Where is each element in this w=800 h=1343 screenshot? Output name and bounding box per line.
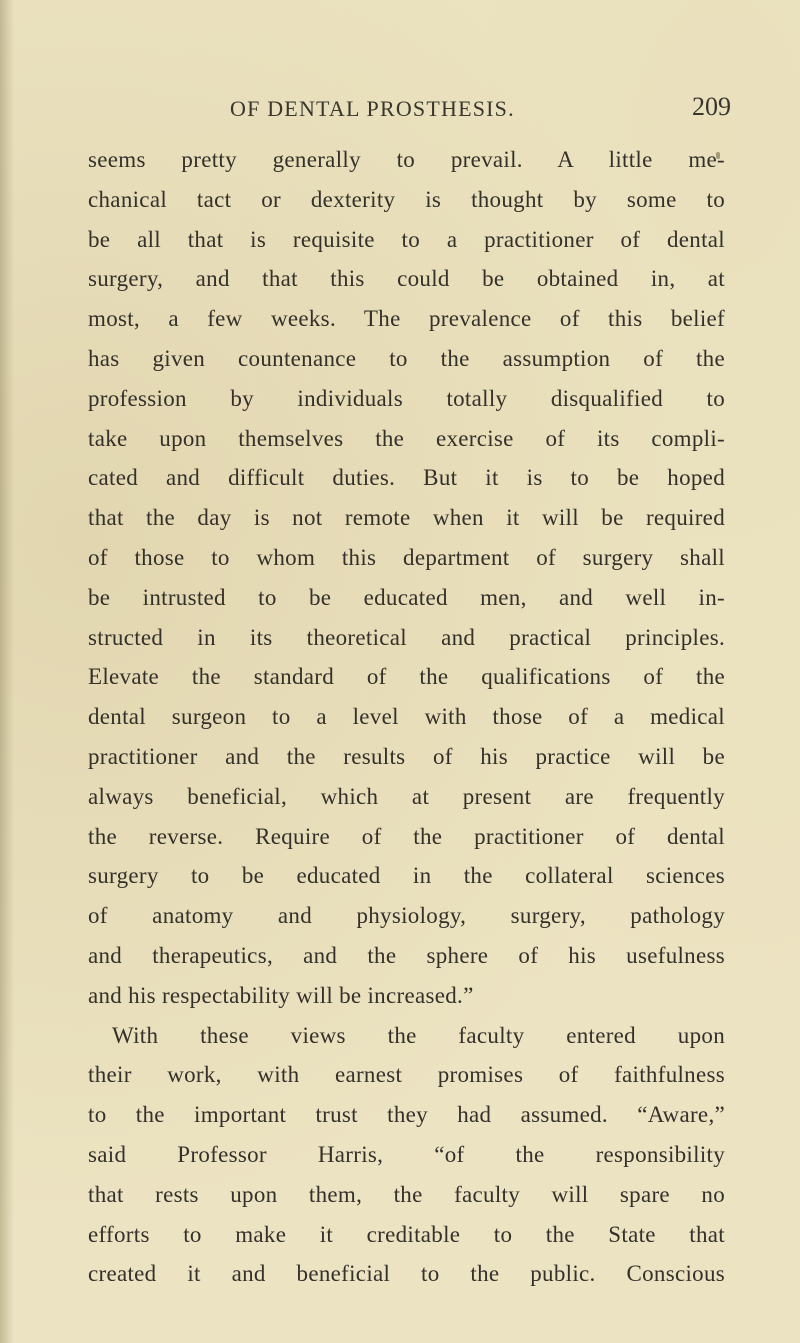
text-line: of those to whom this department of surgery shall bbox=[88, 544, 725, 570]
page-edge-shadow bbox=[0, 0, 14, 1343]
text-line: surgery to be educated in the collateral sciences bbox=[88, 863, 725, 889]
text-line: most, a few weeks. The prevalence of this belief bbox=[88, 306, 725, 332]
text-line: surgery, and that this could be obtained in, at bbox=[88, 266, 725, 292]
text-line: created it and beneficial to the public. Conscious bbox=[88, 1261, 725, 1287]
page-number: 209 bbox=[692, 92, 731, 121]
text-line: be intrusted to be educated men, and well in- bbox=[88, 584, 725, 610]
text-line: to the important trust they had assumed. “Aware,” bbox=[88, 1102, 725, 1128]
paragraph-start-line: With these views the faculty entered upon bbox=[112, 1022, 725, 1048]
text-line: seems pretty generally to prevail. A little me- bbox=[88, 147, 725, 172]
text-line: Elevate the standard of the qualifications of the bbox=[88, 664, 725, 690]
text-line: structed in its theoretical and practical principles. bbox=[88, 624, 725, 650]
text-line: cated and difficult duties. But it is to be hoped bbox=[88, 465, 725, 491]
text-line: profession by individuals totally disqualified to bbox=[88, 385, 725, 411]
text-line: the reverse. Require of the practitioner of dental bbox=[88, 823, 725, 849]
text-line: that the day is not remote when it will be required bbox=[88, 505, 725, 531]
text-line: chanical tact or dexterity is thought by some to bbox=[88, 186, 725, 212]
text-line: and therapeutics, and the sphere of his usefulness bbox=[88, 942, 725, 968]
text-line: dental surgeon to a level with those of a medical bbox=[88, 704, 725, 730]
body-text bbox=[88, 140, 725, 1294]
text-line: their work, with earnest promises of faithfulness bbox=[88, 1062, 725, 1088]
text-line: and his respectability will be increased.” bbox=[88, 982, 474, 1008]
text-line: said Professor Harris, “of the responsibility bbox=[88, 1141, 725, 1167]
text-line: be all that is requisite to a practitioner of dental bbox=[88, 226, 725, 252]
text-line: take upon themselves the exercise of its compli- bbox=[88, 425, 725, 451]
text-line: practitioner and the results of his practice will be bbox=[88, 743, 725, 769]
text-line: efforts to make it creditable to the State that bbox=[88, 1221, 725, 1247]
text-line: of anatomy and physiology, surgery, pathology bbox=[88, 903, 725, 929]
text-line: has given countenance to the assumption of the bbox=[88, 345, 725, 371]
running-head: OF DENTAL PROSTHESIS. bbox=[230, 96, 515, 121]
text-line: always beneficial, which at present are frequently bbox=[88, 783, 725, 809]
text-line: that rests upon them, the faculty will spare no bbox=[88, 1181, 725, 1207]
